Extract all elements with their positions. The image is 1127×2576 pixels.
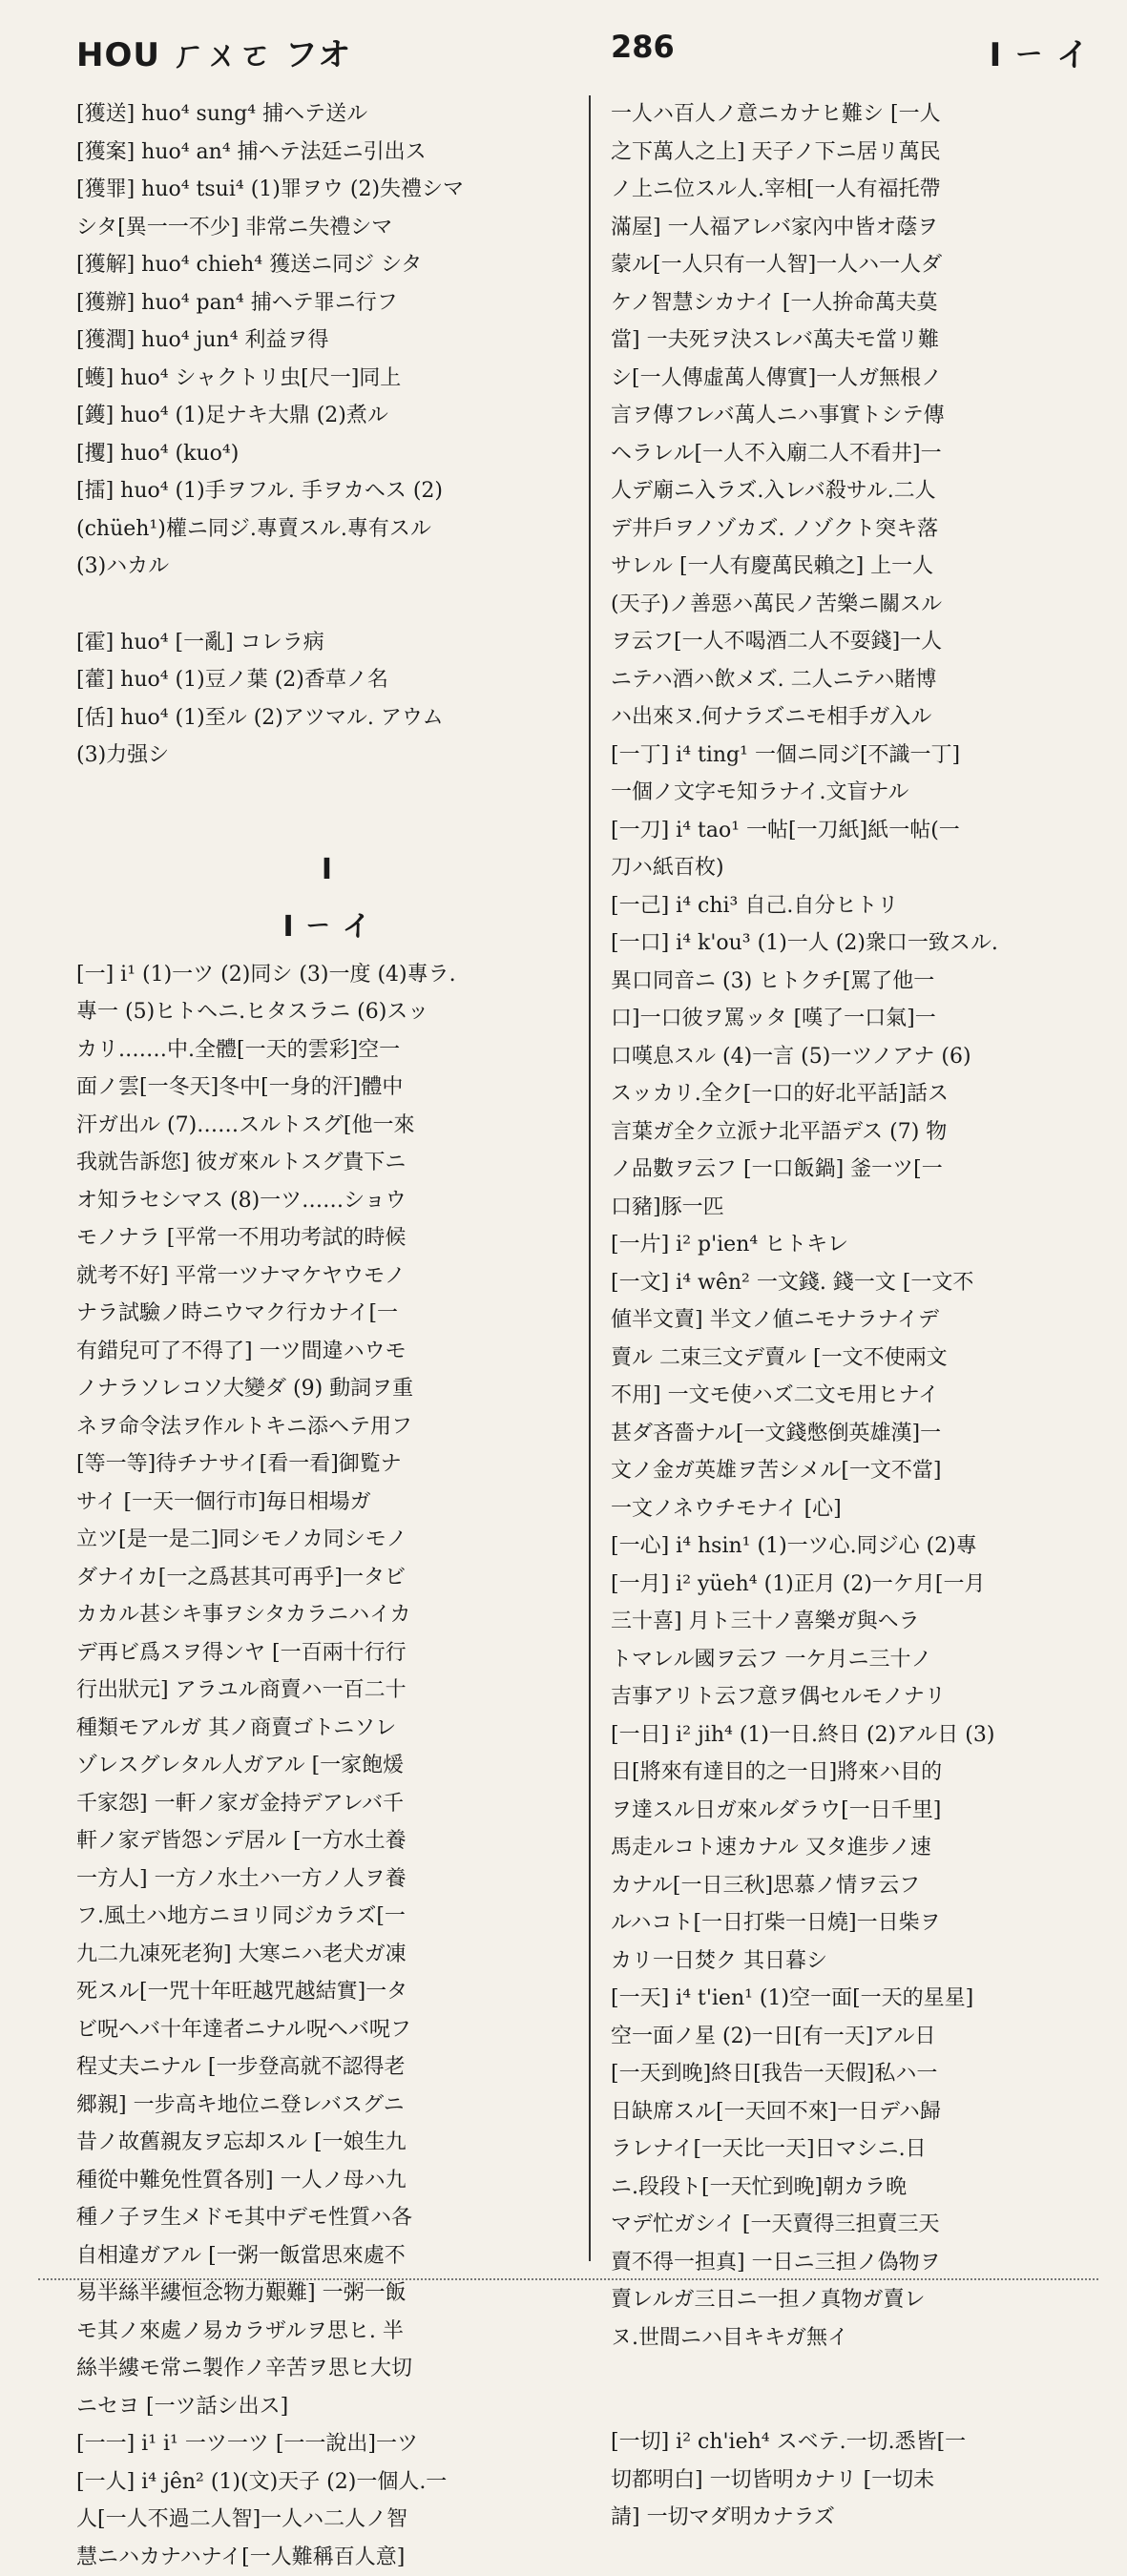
entry-line: I <box>76 841 577 899</box>
entry-line: 一人ハ百人ノ意ニカナヒ難シ [一人 <box>611 95 1107 134</box>
entry-line: [等一等]待チナサイ[看一看]御覧ナ <box>76 1445 577 1484</box>
page-header <box>76 29 1089 86</box>
entry-line: ビ呪ヘバ十年達者ニナル呪ヘバ呪フ <box>76 2011 577 2049</box>
entry-line: モ其ノ來處ノ易カラザルヲ思ヒ. 半 <box>76 2313 577 2351</box>
entry-line: 有錯兒可了不得了] 一ツ間違ハウモ <box>76 1333 577 1371</box>
entry-line: フ.風土ハ地方ニヨリ同ジカラズ[一 <box>76 1898 577 1936</box>
entry-line: [藿] huo⁴ (1)豆ノ葉 (2)香草ノ名 <box>76 661 577 699</box>
entry-line: [蠖] huo⁴ シャクトリ虫[尺一]同上 <box>76 360 577 398</box>
entry-line: 空一面ノ星 (2)一日[有一天]アル日 <box>611 2018 1107 2056</box>
entry-line: 面ノ雲[一冬天]冬中[一身的汗]體中 <box>76 1069 577 1107</box>
entry-line: カナル[一日三秋]思慕ノ情ヲ云フ <box>611 1867 1107 1905</box>
column-divider <box>589 95 591 2261</box>
entry-line: ネヲ命令法ヲ作ルトキニ添ヘテ用フ <box>76 1408 577 1446</box>
entry-line: スッカリ.全ク[一口的好北平話]話ス <box>611 1075 1107 1113</box>
entry-line: カカル甚シキ事ヲシタカラニハイカ <box>76 1596 577 1634</box>
entry-line: [一文] i⁴ wên² 一文錢. 錢一文 [一文不 <box>611 1264 1107 1302</box>
entry-line: (天子)ノ善惡ハ萬民ノ苦樂ニ關スル <box>611 586 1107 624</box>
entry-line: 刀ハ紙百枚) <box>611 849 1107 887</box>
entry-line: ノナラソレコソ大變ダ (9) 動詞ヲ重 <box>76 1370 577 1408</box>
entry-line: マデ忙ガシイ [一天賣得三担賣三天 <box>611 2206 1107 2244</box>
entry-line: [一刀] i⁴ tao¹ 一帖[一刀紙]紙一帖(一 <box>611 812 1107 850</box>
page-number: 286 <box>611 29 675 65</box>
entry-line: [一心] i⁴ hsin¹ (1)一ツ心.同ジ心 (2)專 <box>611 1527 1107 1566</box>
entry-line: 吉事アリト云フ意ヲ偶セルモノナリ <box>611 1678 1107 1716</box>
entry-line: [一人] i⁴ jên² (1)(文)天子 (2)一個人.一 <box>76 2463 577 2502</box>
entry-line: 三十喜] 月ト三十ノ喜樂ガ與ヘラ <box>611 1603 1107 1641</box>
entry-line: 郷親] 一步高キ地位ニ登レバスグニ <box>76 2087 577 2125</box>
right-column <box>611 95 1107 2537</box>
entry-line: ラレナイ[一天比一天]日マシニ.日 <box>611 2130 1107 2169</box>
entry-line: トマレル國ヲ云フ 一ケ月ニ三十ノ <box>611 1641 1107 1679</box>
entry-line: 請] 一切マダ明カナラズ <box>611 2499 1107 2537</box>
entry-line: [一口] i⁴ k'ou³ (1)一人 (2)衆口一致スル. <box>611 924 1107 963</box>
line-spacer <box>611 2357 1107 2423</box>
entry-line: 異口同音ニ (3) ヒトクチ[罵了他一 <box>611 963 1107 1001</box>
entry-line: [鑊] huo⁴ (1)足ナキ大鼎 (2)煮ル <box>76 397 577 435</box>
entry-line: 賣レルガ三日ニ一担ノ真物ガ賣レ <box>611 2281 1107 2319</box>
footer-rule <box>38 2278 1098 2281</box>
entry-line: [一] i¹ (1)一ツ (2)同シ (3)一度 (4)專ラ. <box>76 956 577 994</box>
entry-line: 軒ノ家デ皆怨ンデ居ル [一方水土養 <box>76 1822 577 1860</box>
entry-line: [獲潤] huo⁴ jun⁴ 利益ヲ得 <box>76 322 577 360</box>
entry-line: 口嘆息スル (4)一言 (5)一ツノアナ (6) <box>611 1038 1107 1076</box>
entry-line: 人デ廟ニ入ラズ.入レバ殺サル.二人 <box>611 472 1107 510</box>
entry-line: 易半絲半縷恒念物力艱難] 一粥一飯 <box>76 2275 577 2313</box>
entry-line: ルハコト[一日打柴一日燒]一日柴ヲ <box>611 1904 1107 1942</box>
entry-line: 絲半縷モ常ニ製作ノ辛苦ヲ思ヒ大切 <box>76 2350 577 2388</box>
entry-line: 立ツ[是一是二]同シモノカ同シモノ <box>76 1521 577 1559</box>
entry-line: ノ品數ヲ云フ [一口飯鍋] 釜一ツ[一 <box>611 1151 1107 1189</box>
entry-line: 人[一人不過二人智]一人ハ二人ノ智 <box>76 2501 577 2539</box>
entry-line: [一片] i² p'ien⁴ ヒトキレ <box>611 1226 1107 1264</box>
entry-line: シタ[異一一不少] 非常ニ失禮シマ <box>76 209 577 247</box>
entry-line: [佸] huo⁴ (1)至ル (2)アツマル. アウム <box>76 699 577 737</box>
entry-line: 蒙ル[一人只有一人智]一人ハ一人ダ <box>611 246 1107 284</box>
entry-line: [獲案] huo⁴ an⁴ 捕ヘテ法廷ニ引出ス <box>76 134 577 172</box>
entry-line: 値半文賣] 半文ノ値ニモナラナイデ <box>611 1301 1107 1340</box>
entry-line: デ再ビ爲スヲ得ンヤ [一百兩十行行 <box>76 1634 577 1672</box>
entry-line: 不用] 一文モ使ハズ二文モ用ヒナイ <box>611 1377 1107 1415</box>
entry-line: 昔ノ故舊親友ヲ忘却スル [一娘生九 <box>76 2124 577 2162</box>
left-column <box>76 95 577 2576</box>
entry-line: ヲ云フ[一人不喝酒二人不耍錢]一人 <box>611 623 1107 661</box>
header-right-section: I ㄧ イ <box>990 29 1089 75</box>
entry-line: 一方人] 一方ノ水土ハ一方ノ人ヲ養 <box>76 1860 577 1899</box>
entry-line: I ㄧ イ <box>76 899 577 956</box>
entry-line: 汗ガ出ル (7)……スルトスグ[他一來 <box>76 1107 577 1145</box>
entry-line: [一己] i⁴ chi³ 自己.自分ヒトリ <box>611 887 1107 925</box>
entry-line: [一丁] i⁴ ting¹ 一個ニ同ジ[不識一丁] <box>611 737 1107 775</box>
entry-line: 慧ニハカナハナイ[一人難稱百人意] <box>76 2539 577 2576</box>
entry-line: 滿屋] 一人福アレバ家內中皆オ蔭ヲ <box>611 209 1107 247</box>
entry-line: 種從中難免性質各別] 一人ノ母ハ九 <box>76 2162 577 2200</box>
entry-line: ナラ試驗ノ時ニウマク行カナイ[一 <box>76 1295 577 1333</box>
entry-line: (chüeh¹)權ニ同ジ.專賣スル.專有スル <box>76 510 577 549</box>
entry-line: 一文ノネウチモナイ [心] <box>611 1490 1107 1528</box>
entry-line: モノナラ [平常一不用功考試的時候 <box>76 1219 577 1257</box>
entry-line: [一天] i⁴ t'ien¹ (1)空一面[一天的星星] <box>611 1980 1107 2018</box>
entry-line: 日[將來有達目的之一日]將來ハ目的 <box>611 1754 1107 1792</box>
entry-line: 一個ノ文字モ知ラナイ.文盲ナル <box>611 774 1107 812</box>
entry-line: ダナイカ[一之爲甚其可再乎]一タビ <box>76 1559 577 1597</box>
entry-line: ハ出來ヌ.何ナラズニモ相手ガ入ル <box>611 698 1107 737</box>
entry-line: ヘラレル[一人不入廟二人不看井]一 <box>611 435 1107 473</box>
entry-line: (3)力强シ <box>76 737 577 775</box>
entry-line: ニセヨ [一ツ話シ出ス] <box>76 2388 577 2426</box>
entry-line: 之下萬人之上] 天子ノ下ニ居リ萬民 <box>611 134 1107 172</box>
entry-line: 專一 (5)ヒトヘニ.ヒタスラニ (6)スッ <box>76 993 577 1031</box>
entry-line: 種類モアルガ 其ノ商賣ゴトニソレ <box>76 1710 577 1748</box>
entry-line: サレル [一人有慶萬民賴之] 上一人 <box>611 548 1107 586</box>
header-left-romanization: HOU ㄏㄨㄛ フオ <box>76 29 351 75</box>
entry-line: 當] 一夫死ヲ決スレバ萬夫モ當リ難 <box>611 322 1107 360</box>
entry-line: 賣不得一担真] 一日ニ三担ノ偽物ヲ <box>611 2244 1107 2282</box>
entry-line: [一一] i¹ i¹ 一ツ一ツ [一一說出]一ツ <box>76 2425 577 2463</box>
entry-line: ヌ.世間ニハ目キキガ無イ <box>611 2319 1107 2358</box>
entry-line: 文ノ金ガ英雄ヲ苦シメル[一文不當] <box>611 1452 1107 1490</box>
entry-line: [擂] huo⁴ (1)手ヲフル. 手ヲカヘス (2) <box>76 472 577 510</box>
entry-line: 馬走ルコト速カナル 又タ進步ノ速 <box>611 1829 1107 1867</box>
entry-line: ゾレスグレタル人ガアル [一家飽煖 <box>76 1747 577 1785</box>
entry-line: 賣ル 二束三文デ賣ル [一文不使兩文 <box>611 1340 1107 1378</box>
entry-line: [一切] i² ch'ieh⁴ スベテ.一切.悉皆[一 <box>611 2423 1107 2462</box>
entry-line: デ井戶ヲノゾカズ. ノゾクト突キ落 <box>611 510 1107 549</box>
entry-line: 口]一口彼ヲ罵ッタ [嘆了一口氣]一 <box>611 1000 1107 1038</box>
entry-line: [獲罪] huo⁴ tsui⁴ (1)罪ヲウ (2)失禮シマ <box>76 171 577 209</box>
entry-line: ノ上ニ位スル人.宰相[一人有福托帶 <box>611 171 1107 209</box>
entry-line: ヲ達スル日ガ來ルダラウ[一日千里] <box>611 1792 1107 1830</box>
entry-line: [一月] i² yüeh⁴ (1)正月 (2)一ケ月[一月 <box>611 1566 1107 1604</box>
entry-line: サイ [一天一個行市]毎日相場ガ <box>76 1484 577 1522</box>
entry-line: 切都明白] 一切皆明カナリ [一切未 <box>611 2462 1107 2500</box>
entry-line: 言ヲ傳フレバ萬人ニハ事實トシテ傳 <box>611 397 1107 435</box>
entry-line: 行出狀元] アラユル商賣ハ一百二十 <box>76 1672 577 1710</box>
entry-line: 言葉ガ全ク立派ナ北平語デス (7) 物 <box>611 1113 1107 1152</box>
entry-line: 種ノ子ヲ生メドモ其中デモ性質ハ各 <box>76 2199 577 2237</box>
entry-line: 甚ダ吝嗇ナル[一文錢憋倒英雄漢]一 <box>611 1415 1107 1453</box>
entry-line: 死スル[一咒十年旺越咒越結實]一タ <box>76 1973 577 2011</box>
entry-line: [獲解] huo⁴ chieh⁴ 獲送ニ同ジ シタ <box>76 246 577 284</box>
entry-line: ケノ智慧シカナイ [一人拚命萬夫莫 <box>611 284 1107 322</box>
line-spacer <box>76 775 577 841</box>
entry-line: カリ.……中.全體[一天的雲彩]空一 <box>76 1031 577 1070</box>
entry-line: [獲辦] huo⁴ pan⁴ 捕ヘテ罪ニ行フ <box>76 284 577 322</box>
entry-line: シ[一人傳虛萬人傳實]一人ガ無根ノ <box>611 360 1107 398</box>
entry-line: 我就告訴您] 彼ガ來ルトスグ貴下ニ <box>76 1144 577 1182</box>
entry-line: カリ一日焚ク 其日暮シ <box>611 1942 1107 1981</box>
entry-line: [一日] i² jih⁴ (1)一日.終日 (2)アル日 (3) <box>611 1716 1107 1755</box>
entry-line: 日缺席スル[一天回不來]一日デハ歸 <box>611 2093 1107 2131</box>
entry-line: [一天到晚]終日[我告一天假]私ハ一 <box>611 2055 1107 2093</box>
entry-line: 口豬]豚一匹 <box>611 1189 1107 1227</box>
entry-line: 千家怨] 一軒ノ家ガ金持デアレバ千 <box>76 1785 577 1823</box>
entry-line: (3)ハカル <box>76 548 577 586</box>
entry-line: [攫] huo⁴ (kuo⁴) <box>76 435 577 473</box>
entry-line: 就考不好] 平常一ツナマケヤウモノ <box>76 1257 577 1296</box>
entry-line: [霍] huo⁴ [一亂] コレラ病 <box>76 624 577 662</box>
line-spacer <box>76 586 577 624</box>
entry-line: 九二九凍死老狗] 大寒ニハ老犬ガ凍 <box>76 1936 577 1974</box>
entry-line: 程丈夫ニナル [一步登高就不認得老 <box>76 2048 577 2087</box>
entry-line: [獲送] huo⁴ sung⁴ 捕ヘテ送ル <box>76 95 577 134</box>
entry-line: 自相違ガアル [一粥一飯當思來處不 <box>76 2237 577 2275</box>
entry-line: オ知ラセシマス (8)一ツ……ショウ <box>76 1182 577 1220</box>
entry-line: ニテハ酒ハ飲メズ. 二人ニテハ賭博 <box>611 661 1107 699</box>
entry-line: ニ.段段ト[一天忙到晚]朝カラ晩 <box>611 2169 1107 2207</box>
